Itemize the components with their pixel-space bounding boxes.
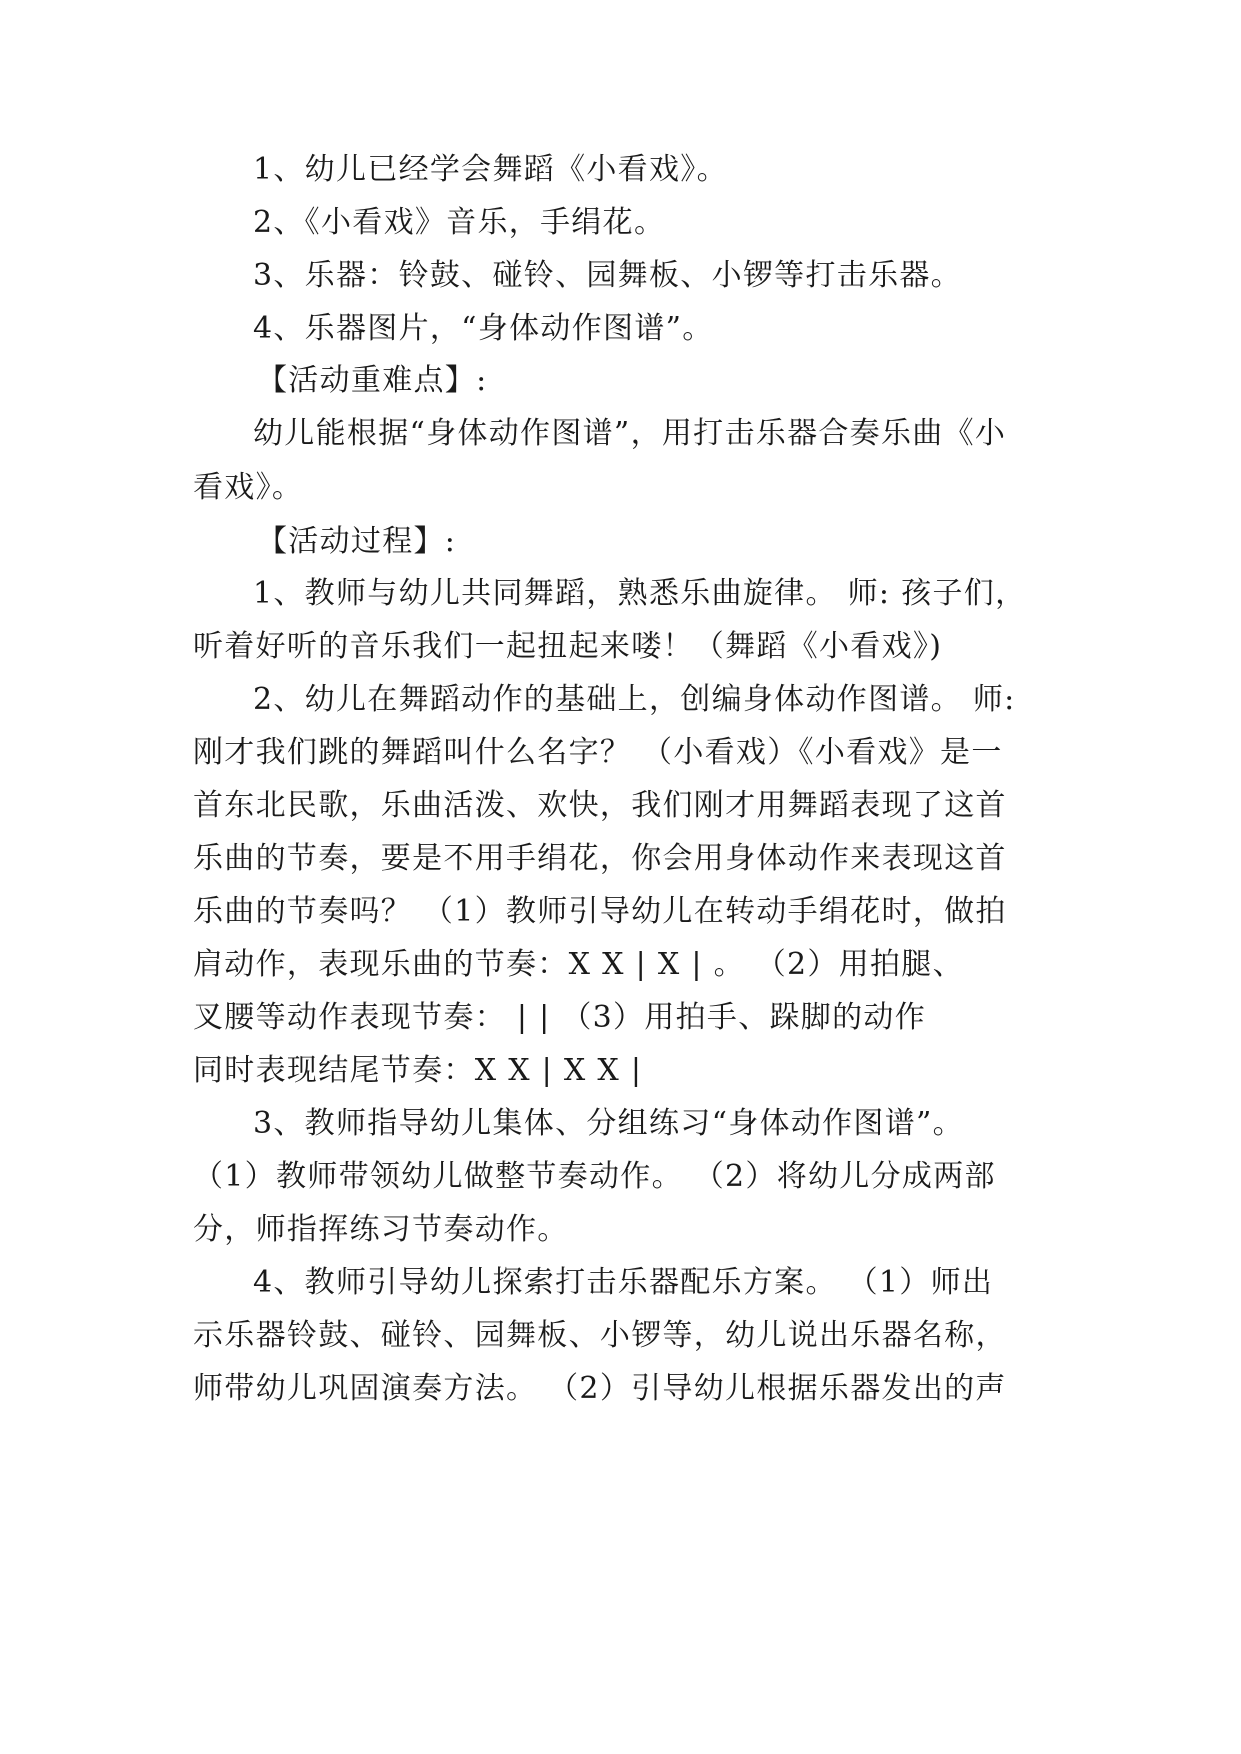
text-line-10: 听着好听的音乐我们一起扭起来喽！（舞蹈《小看戏》) [193, 629, 943, 664]
text-line-13: 首东北民歌，乐曲活泼、欢快，我们刚才用舞蹈表现了这首 [193, 788, 1007, 823]
text-line-6: 幼儿能根据“身体动作图谱”，用打击乐器合奏乐曲《小 [253, 416, 1007, 451]
text-line-17: 叉腰等动作表现节奏： | | （3）用拍手、跺脚的动作 [193, 1000, 927, 1035]
text-line-24: 师带幼儿巩固演奏方法。 （2）引导幼儿根据乐器发出的声 [193, 1371, 1007, 1406]
text-line-4: 4、乐器图片，“身体动作图谱”。 [253, 311, 714, 346]
text-line-9: 1、教师与幼儿共同舞蹈，熟悉乐曲旋律。 师: 孩子们， [253, 576, 1027, 611]
text-line-16: 肩动作，表现乐曲的节奏：X X | X | 。 （2）用拍腿、 [193, 947, 964, 982]
text-line-21: 分，师指挥练习节奏动作。 [193, 1212, 569, 1247]
section-heading-key-points: 【活动重难点】: [257, 363, 488, 398]
text-line-14: 乐曲的节奏，要是不用手绢花，你会用身体动作来表现这首 [193, 841, 1007, 876]
text-line-3: 3、乐器：铃鼓、碰铃、园舞板、小锣等打击乐器。 [253, 258, 962, 293]
text-line-22: 4、教师引导幼儿探索打击乐器配乐方案。 （1）师出 [253, 1265, 994, 1300]
text-line-1: 1、幼儿已经学会舞蹈《小看戏》。 [253, 152, 728, 187]
text-line-2: 2、《小看戏》音乐，手绢花。 [253, 205, 666, 240]
text-line-11: 2、幼儿在舞蹈动作的基础上，创编身体动作图谱。 师: [253, 682, 1016, 717]
text-line-15: 乐曲的节奏吗？ （1）教师引导幼儿在转动手绢花时，做拍 [193, 894, 1007, 929]
text-line-23: 示乐器铃鼓、碰铃、园舞板、小锣等，幼儿说出乐器名称， [193, 1318, 1007, 1353]
text-line-18: 同时表现结尾节奏：X X | X X | [193, 1053, 643, 1088]
text-line-7: 看戏》。 [193, 470, 304, 505]
text-line-12: 刚才我们跳的舞蹈叫什么名字？ （小看戏）《小看戏》是一 [193, 735, 1003, 770]
text-line-19: 3、教师指导幼儿集体、分组练习“身体动作图谱”。 [253, 1106, 964, 1141]
text-line-20: （1）教师带领幼儿做整节奏动作。 （2）将幼儿分成两部 [193, 1159, 996, 1194]
section-heading-process: 【活动过程】: [257, 524, 457, 559]
